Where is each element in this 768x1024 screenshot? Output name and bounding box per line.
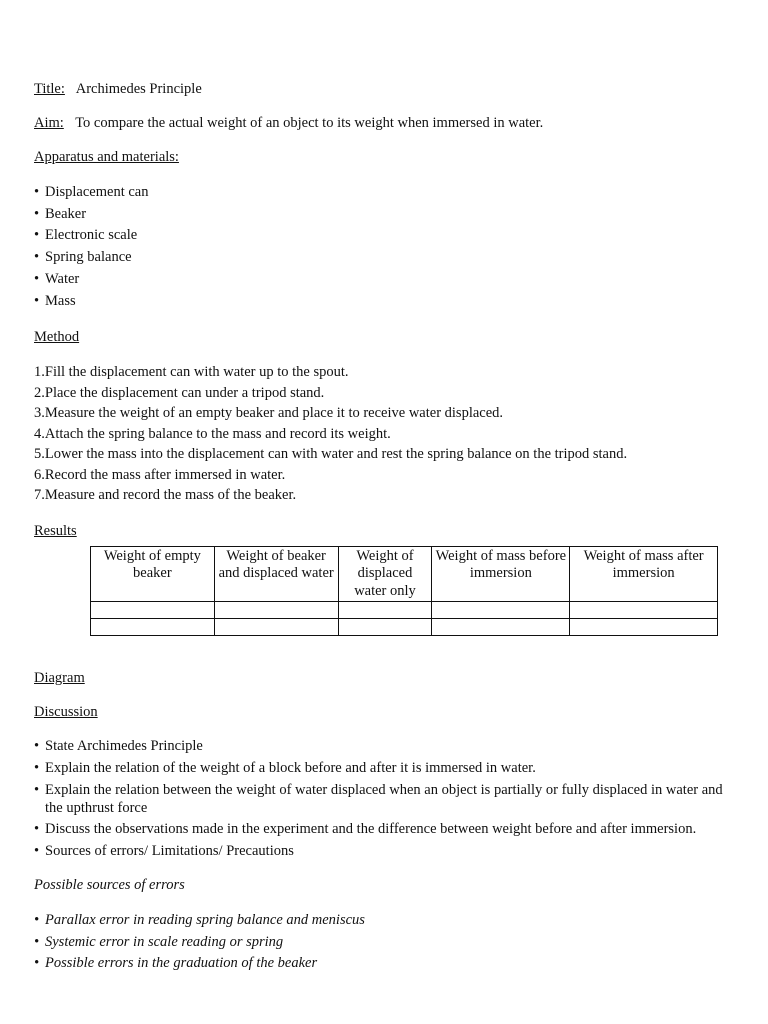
table-cell <box>338 619 432 636</box>
apparatus-heading: Apparatus and materials: <box>34 149 179 165</box>
table-cell <box>432 619 570 636</box>
method-step: 3.Measure the weight of an empty beaker and place it to receive water displaced. <box>34 405 504 422</box>
method-step: 7.Measure and record the mass of the beaker. <box>34 487 297 504</box>
table-cell <box>91 602 215 619</box>
table-cell <box>338 602 432 619</box>
discussion-item: • State Archimedes Principle <box>34 737 734 755</box>
document-page <box>34 80 734 991</box>
aim-value: To compare the actual weight of an object to its weight when immersed in water. <box>75 115 544 131</box>
apparatus-item: • Mass <box>34 291 734 313</box>
table-row <box>91 619 718 636</box>
method-step: 1.Fill the displacement can with water up to the spout. <box>34 364 349 381</box>
apparatus-item: • Beaker <box>34 204 734 226</box>
error-item: • Possible errors in the graduation of the beaker <box>34 953 734 975</box>
results-heading: Results <box>34 522 77 539</box>
method-step: 4.Attach the spring balance to the mass and record its weight. <box>34 425 391 442</box>
apparatus-item: • Spring balance <box>34 247 734 269</box>
aim-row <box>34 114 734 132</box>
table-cell <box>570 602 718 619</box>
aim-label: Aim: <box>34 115 64 131</box>
method-step: 2.Place the displacement can under a tripod stand. <box>34 384 325 401</box>
results-column-header: Weight of empty beaker <box>91 546 215 602</box>
discussion-item: • Explain the relation of the weight of a block before and after it is immersed in water. <box>34 759 734 777</box>
discussion-item: • Explain the relation between the weight of water displaced when an object is partially or fully displaced in water and the upthrust force <box>34 781 734 817</box>
results-column-header: Weight of mass before immersion <box>432 546 570 602</box>
table-cell <box>214 619 338 636</box>
apparatus-item: • Electronic scale <box>34 225 734 247</box>
results-column-header: Weight of displaced water only <box>338 546 432 602</box>
apparatus-item: • Water <box>34 269 734 291</box>
diagram-heading: Diagram <box>34 670 85 687</box>
table-cell <box>214 602 338 619</box>
error-item: • Parallax error in reading spring balance and meniscus <box>34 910 734 932</box>
results-column-header: Weight of mass after immersion <box>570 546 718 602</box>
apparatus-list <box>34 182 734 312</box>
method-step: 5.Lower the mass into the displacement can with water and rest the spring balance on the tripod stand. <box>34 446 628 463</box>
method-step: 6.Record the mass after immersed in water. <box>34 466 286 483</box>
title-label: Title: <box>34 81 65 97</box>
method-heading: Method <box>34 329 80 346</box>
method-list <box>34 362 734 506</box>
table-cell <box>432 602 570 619</box>
error-item: • Systemic error in scale reading or spring <box>34 932 734 954</box>
discussion-item: • Discuss the observations made in the experiment and the difference between weight before and after immersion. <box>34 820 734 838</box>
errors-list <box>34 910 734 975</box>
apparatus-item: • Displacement can <box>34 182 734 204</box>
discussion-item: • Sources of errors/ Limitations/ Precautions <box>34 842 734 860</box>
discussion-heading: Discussion <box>34 704 98 721</box>
table-cell <box>570 619 718 636</box>
table-cell <box>91 619 215 636</box>
results-header-row <box>91 546 718 602</box>
errors-heading: Possible sources of errors <box>34 876 185 893</box>
table-row <box>91 602 718 619</box>
results-column-header: Weight of beaker and displaced water <box>214 546 338 602</box>
results-table <box>90 546 718 637</box>
title-value: Archimedes Principle <box>75 81 202 97</box>
discussion-list <box>34 737 734 860</box>
title-row <box>34 80 734 98</box>
